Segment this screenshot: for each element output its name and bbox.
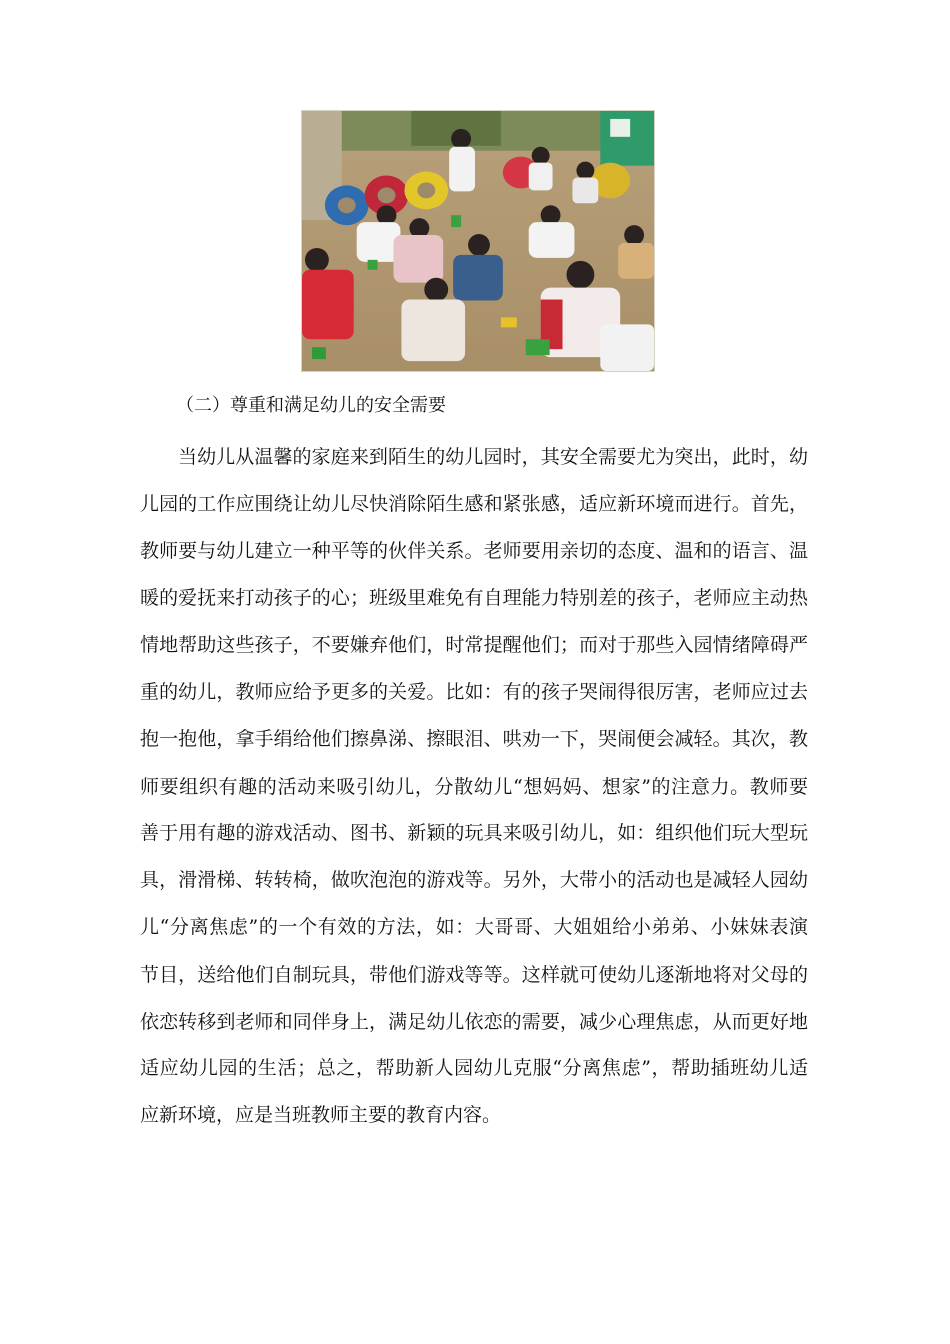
paragraph-line: 教师要与幼儿建立一种平等的伙伴关系。老师要用亲切的态度、温和的语言、温 [140, 540, 808, 562]
paragraph-line: 节目，送给他们自制玩具，带他们游戏等等。这样就可使幼儿逐渐地将对父母的 [140, 964, 808, 986]
paragraph-line: 应新环境，应是当班教师主要的教育内容。 [140, 1104, 502, 1126]
paragraph-line: 儿“分离焦虑”的一个有效的方法，如：大哥哥、大姐姐给小弟弟、小妹妹表演 [140, 916, 808, 938]
paragraph-line: 暖的爱抚来打动孩子的心；班级里难免有自理能力特别差的孩子，老师应主动热 [140, 587, 808, 609]
paragraph-line: 当幼儿从温馨的家庭来到陌生的幼儿园时，其安全需要尤为突出，此时，幼 [178, 446, 808, 468]
paragraph-line: 善于用有趣的游戏活动、图书、新颖的玩具来吸引幼儿，如：组织他们玩大型玩 [140, 822, 808, 844]
paragraph-line: 适应幼儿园的生活；总之，帮助新人园幼儿克服“分离焦虑”，帮助插班幼儿适 [140, 1057, 808, 1079]
paragraph-line: 情地帮助这些孩子，不要嫌弃他们，时常提醒他们；而对于那些入园情绪障碍严 [140, 634, 808, 656]
section-heading: （二）尊重和满足幼儿的安全需要 [176, 395, 446, 416]
paragraph-line: 依恋转移到老师和同伴身上，满足幼儿依恋的需要，减少心理焦虑，从而更好地 [140, 1011, 808, 1033]
paragraph-line: 师要组织有趣的活动来吸引幼儿，分散幼儿“想妈妈、想家”的注意力。教师要 [140, 776, 808, 798]
sandpit-illustration [302, 111, 654, 371]
sandpit-photo [301, 110, 655, 372]
paragraph-line: 儿园的工作应围绕让幼儿尽快消除陌生感和紧张感，适应新环境而进行。首先， [140, 493, 808, 515]
paragraph-line: 具，滑滑梯、转转椅，做吹泡泡的游戏等。另外，大带小的活动也是减轻人园幼 [140, 869, 808, 891]
paragraph-line: 重的幼儿，教师应给予更多的关爱。比如：有的孩子哭闹得很厉害，老师应过去 [140, 681, 808, 703]
paragraph-line: 抱一抱他，拿手绢给他们擦鼻涕、擦眼泪、哄劝一下，哭闹便会减轻。其次，教 [140, 728, 808, 750]
